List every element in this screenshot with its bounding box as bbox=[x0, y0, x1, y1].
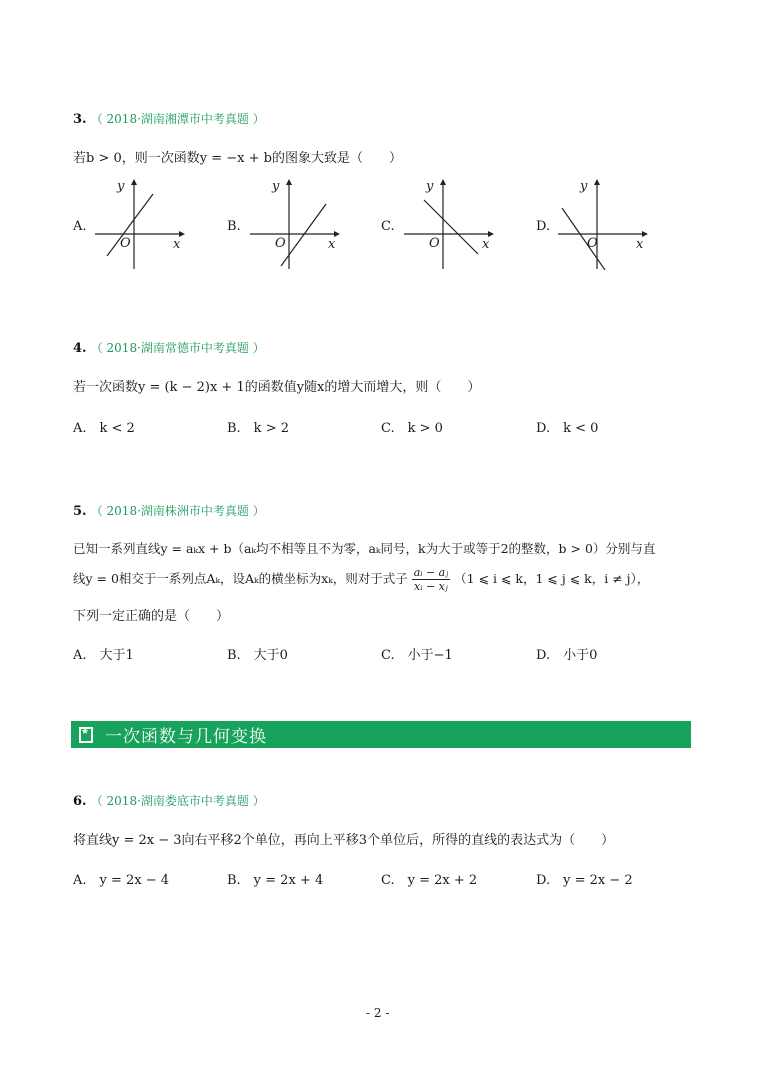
q4-option-b: B. k > 2 bbox=[227, 421, 289, 436]
y-axis-label: y bbox=[272, 179, 280, 194]
q6-option-a: A. y = 2x − 4 bbox=[73, 873, 170, 888]
question-number: 3. bbox=[73, 112, 87, 127]
y-axis-label: y bbox=[580, 179, 588, 194]
question-5-line2-pre: 线y = 0相交于一系列点Aₖ，设Aₖ的横坐标为xₖ，则对于式子 bbox=[73, 571, 408, 586]
question-number: 6. bbox=[73, 794, 87, 809]
question-number: 5. bbox=[73, 504, 87, 519]
q3-option-a-label: A. bbox=[73, 219, 87, 234]
y-axis-label: y bbox=[426, 179, 434, 194]
question-5-header bbox=[73, 502, 265, 519]
origin-label: O bbox=[429, 236, 440, 251]
question-source: （ 2018·湖南株洲市中考真题 ） bbox=[90, 504, 265, 518]
q5-option-b: B. 大于0 bbox=[227, 648, 288, 663]
q3-option-c-label: C. bbox=[381, 219, 395, 234]
question-3-text: 若b > 0，则一次函数y = −x + b的图象大致是（ ） bbox=[73, 151, 402, 166]
function-line bbox=[562, 208, 605, 270]
y-axis-arrow bbox=[440, 179, 446, 185]
q3-option-a-graph bbox=[93, 178, 188, 270]
origin-label: O bbox=[275, 236, 286, 251]
q3-option-d-graph bbox=[556, 178, 651, 270]
q5-option-d: D. 小于0 bbox=[536, 648, 598, 663]
y-axis-arrow bbox=[131, 179, 137, 185]
y-axis-arrow bbox=[286, 179, 292, 185]
x-axis-label: x bbox=[482, 237, 490, 252]
question-5-line1: 已知一系列直线y = aₖx + b（aₖ均不相等且不为零，aₖ同号，k为大于或等于2的整数，b > 0）分别与直 bbox=[73, 541, 656, 556]
question-source: （ 2018·湖南常德市中考真题 ） bbox=[90, 341, 265, 355]
question-source: （ 2018·湖南娄底市中考真题 ） bbox=[90, 794, 265, 808]
question-number: 4. bbox=[73, 341, 87, 356]
question-5-line2 bbox=[73, 566, 649, 593]
x-axis-label: x bbox=[328, 237, 336, 252]
fraction-numerator: aᵢ − aⱼ bbox=[413, 566, 449, 579]
section-title: 一次函数与几何变换 bbox=[105, 727, 267, 747]
bookmark-star-icon bbox=[79, 727, 93, 743]
x-axis-label: x bbox=[173, 237, 181, 252]
y-axis-label: y bbox=[117, 179, 125, 194]
fraction bbox=[412, 566, 450, 593]
question-3-header bbox=[73, 110, 265, 127]
question-6-text: 将直线y = 2x − 3向右平移2个单位，再向上平移3个单位后，所得的直线的表达式为（ ） bbox=[73, 833, 615, 848]
question-4-text: 若一次函数y = (k − 2)x + 1的函数值y随x的增大而增大，则（ ） bbox=[73, 380, 481, 395]
question-5-line3: 下列一定正确的是（ ） bbox=[73, 609, 230, 624]
q6-option-d: D. y = 2x − 2 bbox=[536, 873, 633, 888]
question-5-line2-post: （1 ⩽ i ⩽ k，1 ⩽ j ⩽ k，i ≠ j）， bbox=[454, 571, 650, 586]
q4-option-a: A. k < 2 bbox=[73, 421, 135, 436]
q3-option-c-graph bbox=[402, 178, 497, 270]
fraction-denominator: xᵢ − xⱼ bbox=[414, 580, 448, 593]
y-axis-arrow bbox=[594, 179, 600, 185]
q6-option-b: B. y = 2x + 4 bbox=[227, 873, 324, 888]
q3-option-b-label: B. bbox=[227, 219, 241, 234]
q5-option-c: C. 小于−1 bbox=[381, 648, 453, 663]
section-banner bbox=[71, 721, 691, 748]
q3-option-b-graph bbox=[248, 178, 343, 270]
question-source: （ 2018·湖南湘潭市中考真题 ） bbox=[90, 112, 265, 126]
origin-label: O bbox=[587, 236, 598, 251]
function-line bbox=[281, 204, 326, 266]
q4-option-d: D. k < 0 bbox=[536, 421, 599, 436]
origin-label: O bbox=[120, 236, 131, 251]
x-axis-label: x bbox=[636, 237, 644, 252]
q3-option-d-label: D. bbox=[536, 219, 551, 234]
page-number: - 2 - bbox=[366, 1006, 390, 1020]
q4-option-c: C. k > 0 bbox=[381, 421, 443, 436]
q5-option-a: A. 大于1 bbox=[73, 648, 134, 663]
question-6-header bbox=[73, 792, 265, 809]
q6-option-c: C. y = 2x + 2 bbox=[381, 873, 478, 888]
question-4-header bbox=[73, 339, 265, 356]
